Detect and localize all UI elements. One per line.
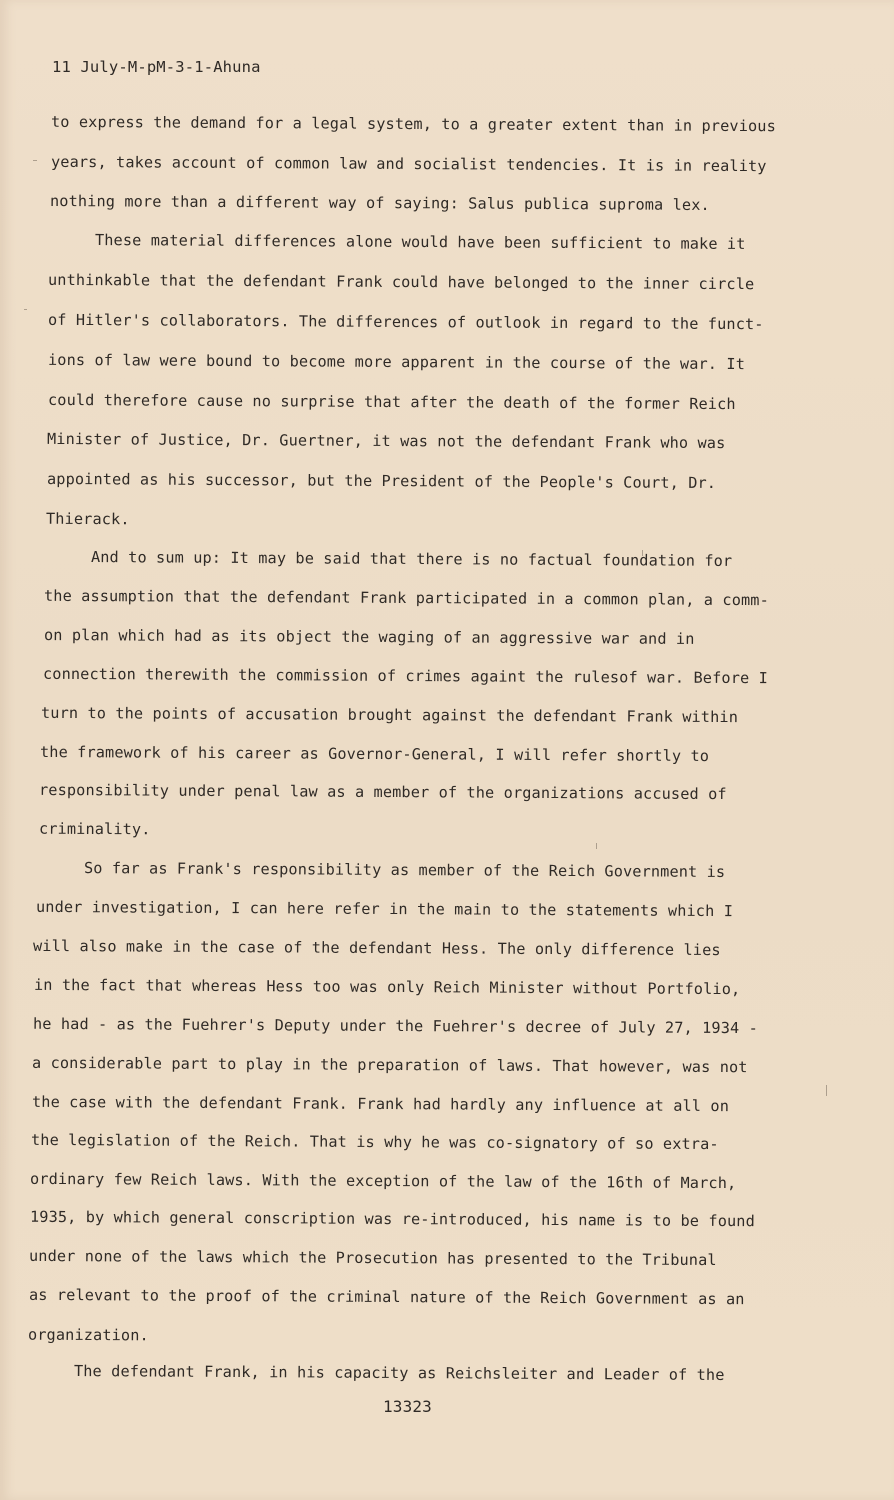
text-line: could therefore cause no surprise that after the death of the former Reich [47, 390, 736, 414]
paper-smudge [596, 843, 597, 849]
text-line: These material differences alone would have been sufficient to make it [94, 231, 746, 253]
text-line: appointed as his successor, but the President of the People's Court, Dr. [46, 469, 717, 493]
text-line: nothing more than a different way of saying: Salus publica suproma lex. [49, 191, 710, 215]
text-line: to express the demand for a legal system, to a greater extent than in previous [50, 112, 776, 136]
text-line: years, takes account of common law and socialist tendencies. It is in reality [50, 152, 767, 176]
text-line: under investigation, I can here refer in the main to the statements which I [35, 897, 734, 921]
text-line: And to sum up: It may be said that there is no factual foundation for [90, 548, 733, 570]
text-line: responsibility under penal law as a member of the organizations accused of [38, 780, 727, 804]
text-line: on plan which had as its object the waging of an aggressive war and in [43, 626, 695, 648]
text-line: he had - as the Fuehrer's Deputy under the Fuehrer's decree of July 27, 1934 - [32, 1014, 758, 1038]
text-line: will also make in the case of the defendant Hess. The only difference lies [32, 936, 721, 960]
text-line: as relevant to the proof of the criminal nature of the Reich Government as an [28, 1285, 745, 1309]
text-line: So far as Frank's responsibility as member of the Reich Government is [83, 859, 726, 881]
paper-smudge [24, 309, 27, 310]
page-header: 11 July-M-pM-3-1-Ahuna [52, 58, 261, 76]
text-line: the framework of his career as Governor-General, I will refer shortly to [39, 742, 710, 766]
paper-smudge [826, 1085, 827, 1096]
text-line: Thierack. [45, 509, 130, 529]
text-line: the assumption that the defendant Frank participated in a common plan, a comm- [43, 586, 769, 610]
text-line: of Hitler's collaborators. The differences of outlook in regard to the funct- [47, 310, 764, 334]
text-line: the legislation of the Reich. That is why he was co-signatory of so extra- [30, 1130, 719, 1154]
text-line: in the fact that whereas Hess too was only Reich Minister without Portfolio, [33, 975, 741, 999]
text-line: Minister of Justice, Dr. Guertner, it was not the defendant Frank who was [46, 429, 726, 453]
text-line: criminality. [38, 819, 151, 839]
text-line: 1935, by which general conscription was re-introduced, his name is to be found [29, 1207, 755, 1231]
text-line: turn to the points of accusation brought against the defendant Frank within [40, 703, 739, 727]
paper-smudge [642, 550, 643, 556]
text-line: organization. [27, 1325, 149, 1345]
paper-smudge [33, 160, 37, 161]
text-line: under none of the laws which the Prosecution has presented to the Tribunal [28, 1246, 717, 1270]
text-line: a considerable part to play in the preparation of laws. That however, was not [31, 1053, 748, 1077]
text-line: connection therewith the commission of crimes againt the rulesof war. Before I [42, 664, 768, 688]
text-line: ions of law were bound to become more apparent in the course of the war. It [47, 350, 746, 374]
text-line: unthinkable that the defendant Frank could have belonged to the inner circle [47, 270, 755, 294]
text-line: the case with the defendant Frank. Frank had hardly any influence at all on [31, 1092, 730, 1116]
page-number: 13323 [383, 1397, 432, 1416]
text-line: The defendant Frank, in his capacity as Reichsleiter and Leader of the [73, 1362, 725, 1384]
text-line: ordinary few Reich laws. With the exception of the law of the 16th of March, [29, 1169, 737, 1193]
